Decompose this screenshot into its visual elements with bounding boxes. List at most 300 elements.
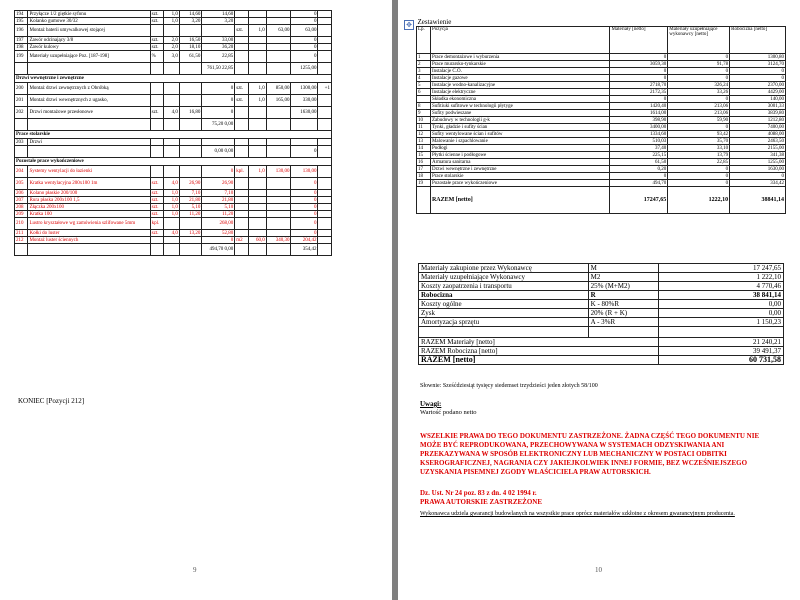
- table-cell: 52,80: [202, 230, 235, 237]
- table-cell: 334,42: [730, 180, 786, 187]
- table-cell: +1: [318, 83, 332, 95]
- summary-row: [417, 173, 786, 180]
- table-cell: Koszty ogólne: [419, 300, 589, 309]
- table-cell: 1,0: [164, 190, 180, 197]
- table-cell: 1255,00: [730, 159, 786, 166]
- table-cell: 1,0: [248, 166, 266, 178]
- table-cell: Montaż luster ściennych: [28, 237, 150, 244]
- table-row: [15, 119, 332, 131]
- table-cell: 0: [202, 83, 235, 95]
- table-cell: [248, 204, 266, 211]
- table-cell: [248, 119, 266, 131]
- table-cell: RAZEM Robocizna [netto]: [419, 347, 659, 356]
- table-cell: Prace murarsko-tynkarskie: [430, 61, 610, 68]
- table-cell: szt.: [150, 204, 163, 211]
- table-cell: 0: [291, 178, 318, 190]
- summary-row: [417, 180, 786, 187]
- table-cell: [179, 218, 201, 230]
- table-cell: 2718,70: [610, 82, 668, 89]
- table-row: [15, 166, 332, 178]
- table-cell: 0: [668, 75, 730, 82]
- law-reference: [420, 489, 542, 507]
- table-cell: Sufitiuki sufitowe w technologii płytyge: [430, 103, 610, 110]
- table-cell: Kratka wentylacyjna 200x100 1m: [28, 178, 150, 190]
- table-cell: 1212,80: [730, 117, 786, 124]
- table-cell: 130,00: [291, 166, 318, 178]
- table-cell: [150, 146, 163, 158]
- table-cell: [266, 244, 291, 256]
- table-cell: Instalacje gazowe: [430, 75, 610, 82]
- table-cell: [266, 204, 291, 211]
- summary-row: [417, 82, 786, 89]
- table-row: [15, 18, 332, 25]
- table-cell: [235, 204, 248, 211]
- table-cell: [318, 18, 332, 25]
- table-cell: 0: [291, 230, 318, 237]
- table-cell: 35,70: [668, 138, 730, 145]
- table-cell: 0,20: [610, 166, 668, 173]
- table-cell: 0: [730, 75, 786, 82]
- summary-total-row: [417, 187, 786, 214]
- table-cell: 17: [417, 166, 431, 173]
- table-cell: [318, 107, 332, 119]
- table-cell: [318, 197, 332, 204]
- table-cell: szt.: [150, 37, 163, 44]
- table-cell: Materiały [netto]: [610, 27, 668, 54]
- table-cell: [318, 166, 332, 178]
- table-cell: 61,50: [610, 159, 668, 166]
- table-cell: 20% (R + K): [588, 309, 658, 318]
- table-cell: Robocizna: [419, 291, 589, 300]
- table-cell: [318, 63, 332, 75]
- table-cell: [266, 146, 291, 158]
- table-cell: 1630,00: [730, 166, 786, 173]
- table-cell: Prace demontażowe i wyburzenia: [430, 54, 610, 61]
- law-citation: Dz. Ust. Nr 24 poz. 83 z dn. 4 02 1994 r.: [420, 489, 537, 497]
- table-cell: Kratka 100: [28, 211, 150, 218]
- table-cell: 16,80: [179, 107, 201, 119]
- table-cell: 197: [15, 37, 28, 44]
- table-cell: [318, 146, 332, 158]
- table-cell: 4,0: [164, 230, 180, 237]
- summary-row: [417, 54, 786, 61]
- table-cell: 11,20: [179, 211, 201, 218]
- table-cell: 3001,33: [730, 103, 786, 110]
- table-cell: [164, 237, 180, 244]
- table-cell: [266, 197, 291, 204]
- table-cell: 1630,00: [291, 107, 318, 119]
- table-row: [15, 95, 332, 107]
- table-row: [15, 178, 332, 190]
- table-cell: 26,90: [202, 178, 235, 190]
- table-cell: [248, 37, 266, 44]
- table-cell: 0: [291, 197, 318, 204]
- summary-row: [417, 68, 786, 75]
- table-cell: [266, 11, 291, 18]
- table-cell: 2370,00: [730, 82, 786, 89]
- table-cell: [318, 139, 332, 146]
- table-cell: 203: [15, 139, 28, 146]
- table-cell: Pozostałe prace wykończeniowe: [430, 180, 610, 187]
- table-cell: RAZEM [netto]: [419, 356, 659, 365]
- table-cell: %: [150, 51, 163, 63]
- table-cell: 7400,00: [730, 124, 786, 131]
- table-cell: szt.: [150, 197, 163, 204]
- table-cell: 37,40: [610, 145, 668, 152]
- cost-estimate-table: [14, 10, 332, 256]
- table-cell: 194: [15, 11, 28, 18]
- table-cell: 2: [417, 61, 431, 68]
- table-cell: Drzwi: [28, 139, 150, 146]
- table-cell: 1334,60: [610, 131, 668, 138]
- table-cell: [248, 218, 266, 230]
- table-cell: Kolanko gumowe 30/32: [28, 18, 150, 25]
- table-cell: 2,0: [164, 37, 180, 44]
- table-cell: 213,06: [668, 103, 730, 110]
- table-cell: Lp.: [417, 27, 431, 54]
- cost-row: [419, 264, 784, 273]
- summary-row: [417, 152, 786, 159]
- table-cell: Drzwi wewnętrzne i zewnętrzne: [15, 75, 332, 83]
- table-cell: Sufity wentylowane ścian i sufitów: [430, 131, 610, 138]
- table-cell: 14,60: [179, 11, 201, 18]
- table-cell: 3124,70: [730, 61, 786, 68]
- table-cell: [235, 18, 248, 25]
- table-cell: [318, 190, 332, 197]
- table-cell: Pozycja: [430, 27, 610, 54]
- summary-row: [417, 166, 786, 173]
- summary-row: [417, 117, 786, 124]
- table-cell: szt.: [150, 190, 163, 197]
- table-cell: 200: [15, 83, 28, 95]
- table-cell: 0,00: [658, 309, 783, 318]
- table-cell: 0: [202, 107, 235, 119]
- table-cell: [235, 51, 248, 63]
- table-cell: m2: [235, 237, 248, 244]
- table-cell: 204,42: [291, 237, 318, 244]
- table-cell: [266, 119, 291, 131]
- table-cell: Drzwi wewnętrzne i zewnętrzne: [430, 166, 610, 173]
- table-cell: 5,10: [202, 204, 235, 211]
- table-cell: 494,70 0,00: [202, 244, 235, 256]
- table-cell: [235, 11, 248, 18]
- table-cell: [266, 178, 291, 190]
- summary-header-row: [417, 27, 786, 54]
- table-cell: [266, 139, 291, 146]
- table-cell: 0: [668, 124, 730, 131]
- table-cell: [235, 119, 248, 131]
- table-cell: 225,15: [610, 152, 668, 159]
- table-cell: Materiały zakupione przez Wykonawcę: [419, 264, 589, 273]
- table-cell: Robocizna [netto]: [730, 27, 786, 54]
- remarks-text: Wartość podano netto: [420, 409, 477, 416]
- table-cell: [318, 230, 332, 237]
- table-cell: 1,0: [248, 25, 266, 37]
- table-cell: 61,50: [179, 51, 201, 63]
- table-cell: 6: [417, 89, 431, 96]
- table-cell: [164, 25, 180, 37]
- table-cell: [235, 218, 248, 230]
- table-cell: [318, 119, 332, 131]
- table-cell: 213,06: [668, 110, 730, 117]
- table-cell: szt.: [235, 25, 248, 37]
- table-cell: 93,42: [668, 131, 730, 138]
- table-cell: [150, 119, 163, 131]
- page-10: [398, 0, 800, 600]
- table-cell: 0: [291, 146, 318, 158]
- table-cell: 207: [15, 197, 28, 204]
- table-cell: 1,0: [164, 211, 180, 218]
- table-cell: [266, 211, 291, 218]
- table-cell: [248, 244, 266, 256]
- table-cell: 60,0: [248, 237, 266, 244]
- summary-row: [417, 103, 786, 110]
- table-cell: RAZEM Materiały [netto]: [419, 338, 659, 347]
- table-cell: 16: [417, 159, 431, 166]
- table-cell: [588, 327, 658, 338]
- table-cell: 22,85: [202, 51, 235, 63]
- table-cell: 5,10: [179, 204, 201, 211]
- table-cell: 3059,30: [610, 61, 668, 68]
- table-cell: 11,20: [202, 211, 235, 218]
- table-cell: Płytki ścienne i podłogowe: [430, 152, 610, 159]
- table-cell: 25% (M+M2): [588, 282, 658, 291]
- table-cell: [291, 139, 318, 146]
- table-cell: 0: [668, 68, 730, 75]
- table-cell: [202, 25, 235, 37]
- table-cell: 36,20: [202, 44, 235, 51]
- table-cell: Kolano płaskie 200/100: [28, 190, 150, 197]
- table-cell: [235, 139, 248, 146]
- table-cell: Montaż baterii umywalkowej stojącej: [28, 25, 150, 37]
- table-cell: [235, 211, 248, 218]
- table-cell: 0: [610, 96, 668, 103]
- table-cell: [417, 187, 431, 214]
- table-cell: [266, 63, 291, 75]
- table-cell: [248, 139, 266, 146]
- cost-row: [419, 273, 784, 282]
- table-row: [15, 139, 332, 146]
- table-cell: 15: [417, 152, 431, 159]
- table-cell: A - 3%R: [588, 318, 658, 327]
- table-cell: [28, 146, 150, 158]
- table-cell: [164, 95, 180, 107]
- table-cell: Podłogi: [430, 145, 610, 152]
- table-cell: [235, 190, 248, 197]
- table-cell: [179, 83, 201, 95]
- table-cell: 209: [15, 211, 28, 218]
- total-row: [419, 356, 784, 365]
- table-cell: 0: [202, 166, 235, 178]
- table-cell: Zabudowy w technologii g-k: [430, 117, 610, 124]
- table-cell: [150, 139, 163, 146]
- page-number: 10: [595, 566, 602, 574]
- table-cell: 19: [417, 180, 431, 187]
- total-row: [419, 338, 784, 347]
- table-cell: Rura płaska 200x100 1,5: [28, 197, 150, 204]
- table-cell: Zawór odcinający 3/8: [28, 37, 150, 44]
- table-cell: 4 770,46: [658, 282, 783, 291]
- table-cell: 210: [15, 218, 28, 230]
- table-cell: 14: [417, 145, 431, 152]
- table-cell: [150, 83, 163, 95]
- table-cell: [164, 166, 180, 178]
- table-cell: [318, 237, 332, 244]
- table-cell: [150, 237, 163, 244]
- copyright-notice: WSZELKIE PRAWA DO TEGO DOKUMENTU ZASTRZEŻONE. ŻADNA CZĘŚĆ TEGO DOKUMENTU NIE MOŻE BYĆ REPRODUKOWANA, PRZECHOWYWANA W SYSTEMACH ODZYSKIWANIA ANI PRZEKAZYWANA W SPOSÓB ELEKTRONICZNY LUB MECHANICZNY W POSTACI ODBITKI KSEROGRAFICZNEJ, NAGRANIA CZY JAKIEJKOLWIEK INNEJ FORMIE, BEZ WCZEŚNIEJSZEGO UZYSKANIA PISEMNEJ ZGODY WŁAŚCICIELA PRAW AUTORSKICH.: [420, 432, 760, 476]
- table-cell: 1: [417, 54, 431, 61]
- table-cell: [164, 119, 180, 131]
- table-cell: [235, 178, 248, 190]
- table-cell: 21,80: [202, 197, 235, 204]
- table-cell: [150, 244, 163, 256]
- table-cell: [15, 119, 28, 131]
- table-cell: 140,00: [730, 96, 786, 103]
- table-cell: 130,00: [266, 166, 291, 178]
- table-cell: [179, 166, 201, 178]
- table-cell: [248, 230, 266, 237]
- table-cell: [318, 11, 332, 18]
- table-cell: 9: [417, 110, 431, 117]
- table-cell: 0: [730, 68, 786, 75]
- remarks-title: Uwagi:: [420, 400, 442, 408]
- page-9: [0, 0, 392, 600]
- table-cell: 59,90: [668, 117, 730, 124]
- table-cell: 18: [417, 173, 431, 180]
- table-cell: [28, 119, 150, 131]
- table-cell: 1420,40: [610, 103, 668, 110]
- page-number: 9: [193, 566, 197, 574]
- table-cell: 850,00: [266, 83, 291, 95]
- table-cell: 1,0: [248, 95, 266, 107]
- table-row: [15, 146, 332, 158]
- table-row: [15, 83, 332, 95]
- table-cell: [179, 139, 201, 146]
- table-cell: Malowanie i szpachlowanie: [430, 138, 610, 145]
- table-cell: [202, 139, 235, 146]
- table-cell: 13: [417, 138, 431, 145]
- table-cell: 0: [668, 166, 730, 173]
- table-cell: Materiały uzupełniające Wykonawcy: [419, 273, 589, 282]
- table-cell: 208: [15, 204, 28, 211]
- table-cell: 0: [668, 96, 730, 103]
- table-cell: [318, 37, 332, 44]
- table-cell: szt.: [150, 107, 163, 119]
- table-cell: 3,20: [202, 18, 235, 25]
- table-cell: 17 247,65: [658, 264, 783, 273]
- table-cell: [248, 211, 266, 218]
- table-cell: 11: [417, 124, 431, 131]
- table-cell: Koszty zaopatrzenia i transportu: [419, 282, 589, 291]
- table-cell: 0: [291, 204, 318, 211]
- table-cell: [179, 119, 201, 131]
- table-cell: [248, 190, 266, 197]
- table-cell: 1 222,10: [658, 273, 783, 282]
- table-cell: 204: [15, 166, 28, 178]
- table-cell: [179, 146, 201, 158]
- section-header-row: [15, 158, 332, 166]
- table-cell: [15, 146, 28, 158]
- table-cell: [235, 197, 248, 204]
- table-cell: [658, 327, 783, 338]
- table-cell: [266, 107, 291, 119]
- table-cell: Zysk: [419, 309, 589, 318]
- table-cell: Armatura sanitarna: [430, 159, 610, 166]
- table-cell: [318, 95, 332, 107]
- summary-row: [417, 131, 786, 138]
- table-cell: 0: [610, 54, 668, 61]
- table-cell: [235, 230, 248, 237]
- table-cell: 0: [610, 173, 668, 180]
- table-cell: Montaż drzwi wewnętrznych z ugasko,: [28, 95, 150, 107]
- table-cell: 7,10: [202, 190, 235, 197]
- table-cell: [179, 95, 201, 107]
- table-cell: RAZEM [netto]: [430, 187, 610, 214]
- table-cell: [150, 25, 163, 37]
- table-cell: 205: [15, 178, 28, 190]
- table-move-handle-icon[interactable]: ✥: [404, 20, 414, 30]
- cost-row: [419, 291, 784, 300]
- table-cell: [179, 237, 201, 244]
- table-cell: 330,00: [291, 95, 318, 107]
- cost-row: [419, 309, 784, 318]
- cost-row: [419, 318, 784, 327]
- table-cell: 354,42: [291, 244, 318, 256]
- table-cell: 1300,80: [730, 54, 786, 61]
- table-cell: [417, 96, 431, 103]
- table-cell: 201: [15, 95, 28, 107]
- table-cell: Instalacje C.O.: [430, 68, 610, 75]
- table-cell: 0: [202, 95, 235, 107]
- table-cell: [318, 244, 332, 256]
- table-cell: 3,20: [179, 18, 201, 25]
- table-row: [15, 218, 332, 230]
- table-cell: Tynki, gładzie i sufity ścian: [430, 124, 610, 131]
- table-cell: 8: [417, 103, 431, 110]
- table-cell: 0: [291, 218, 318, 230]
- table-cell: [266, 218, 291, 230]
- table-cell: Instalacje elektryczne: [430, 89, 610, 96]
- table-cell: szt.: [150, 178, 163, 190]
- table-cell: 4,0: [164, 107, 180, 119]
- table-cell: [235, 44, 248, 51]
- table-cell: 326,24: [668, 82, 730, 89]
- table-cell: 1255,00: [291, 63, 318, 75]
- table-cell: 5: [417, 82, 431, 89]
- table-cell: [150, 63, 163, 75]
- table-cell: szt.: [235, 83, 248, 95]
- table-cell: 33,26: [668, 89, 730, 96]
- table-cell: 494,70: [610, 180, 668, 187]
- total-row: [419, 347, 784, 356]
- table-cell: szt.: [235, 95, 248, 107]
- summary-row: [417, 145, 786, 152]
- summary-row: [417, 61, 786, 68]
- table-cell: szt.: [150, 211, 163, 218]
- table-cell: 202: [15, 107, 28, 119]
- table-cell: [266, 51, 291, 63]
- table-cell: Sufity podwieszane: [430, 110, 610, 117]
- table-cell: 1222,10: [668, 187, 730, 214]
- table-cell: [318, 204, 332, 211]
- table-cell: 2155,00: [730, 145, 786, 152]
- table-cell: Pozostałe prace wykończeniowe: [15, 158, 332, 166]
- table-cell: [318, 44, 332, 51]
- table-cell: 33,10: [668, 145, 730, 152]
- table-cell: 3839,80: [730, 110, 786, 117]
- table-cell: 26,90: [179, 178, 201, 190]
- summary-title-row: [417, 18, 786, 27]
